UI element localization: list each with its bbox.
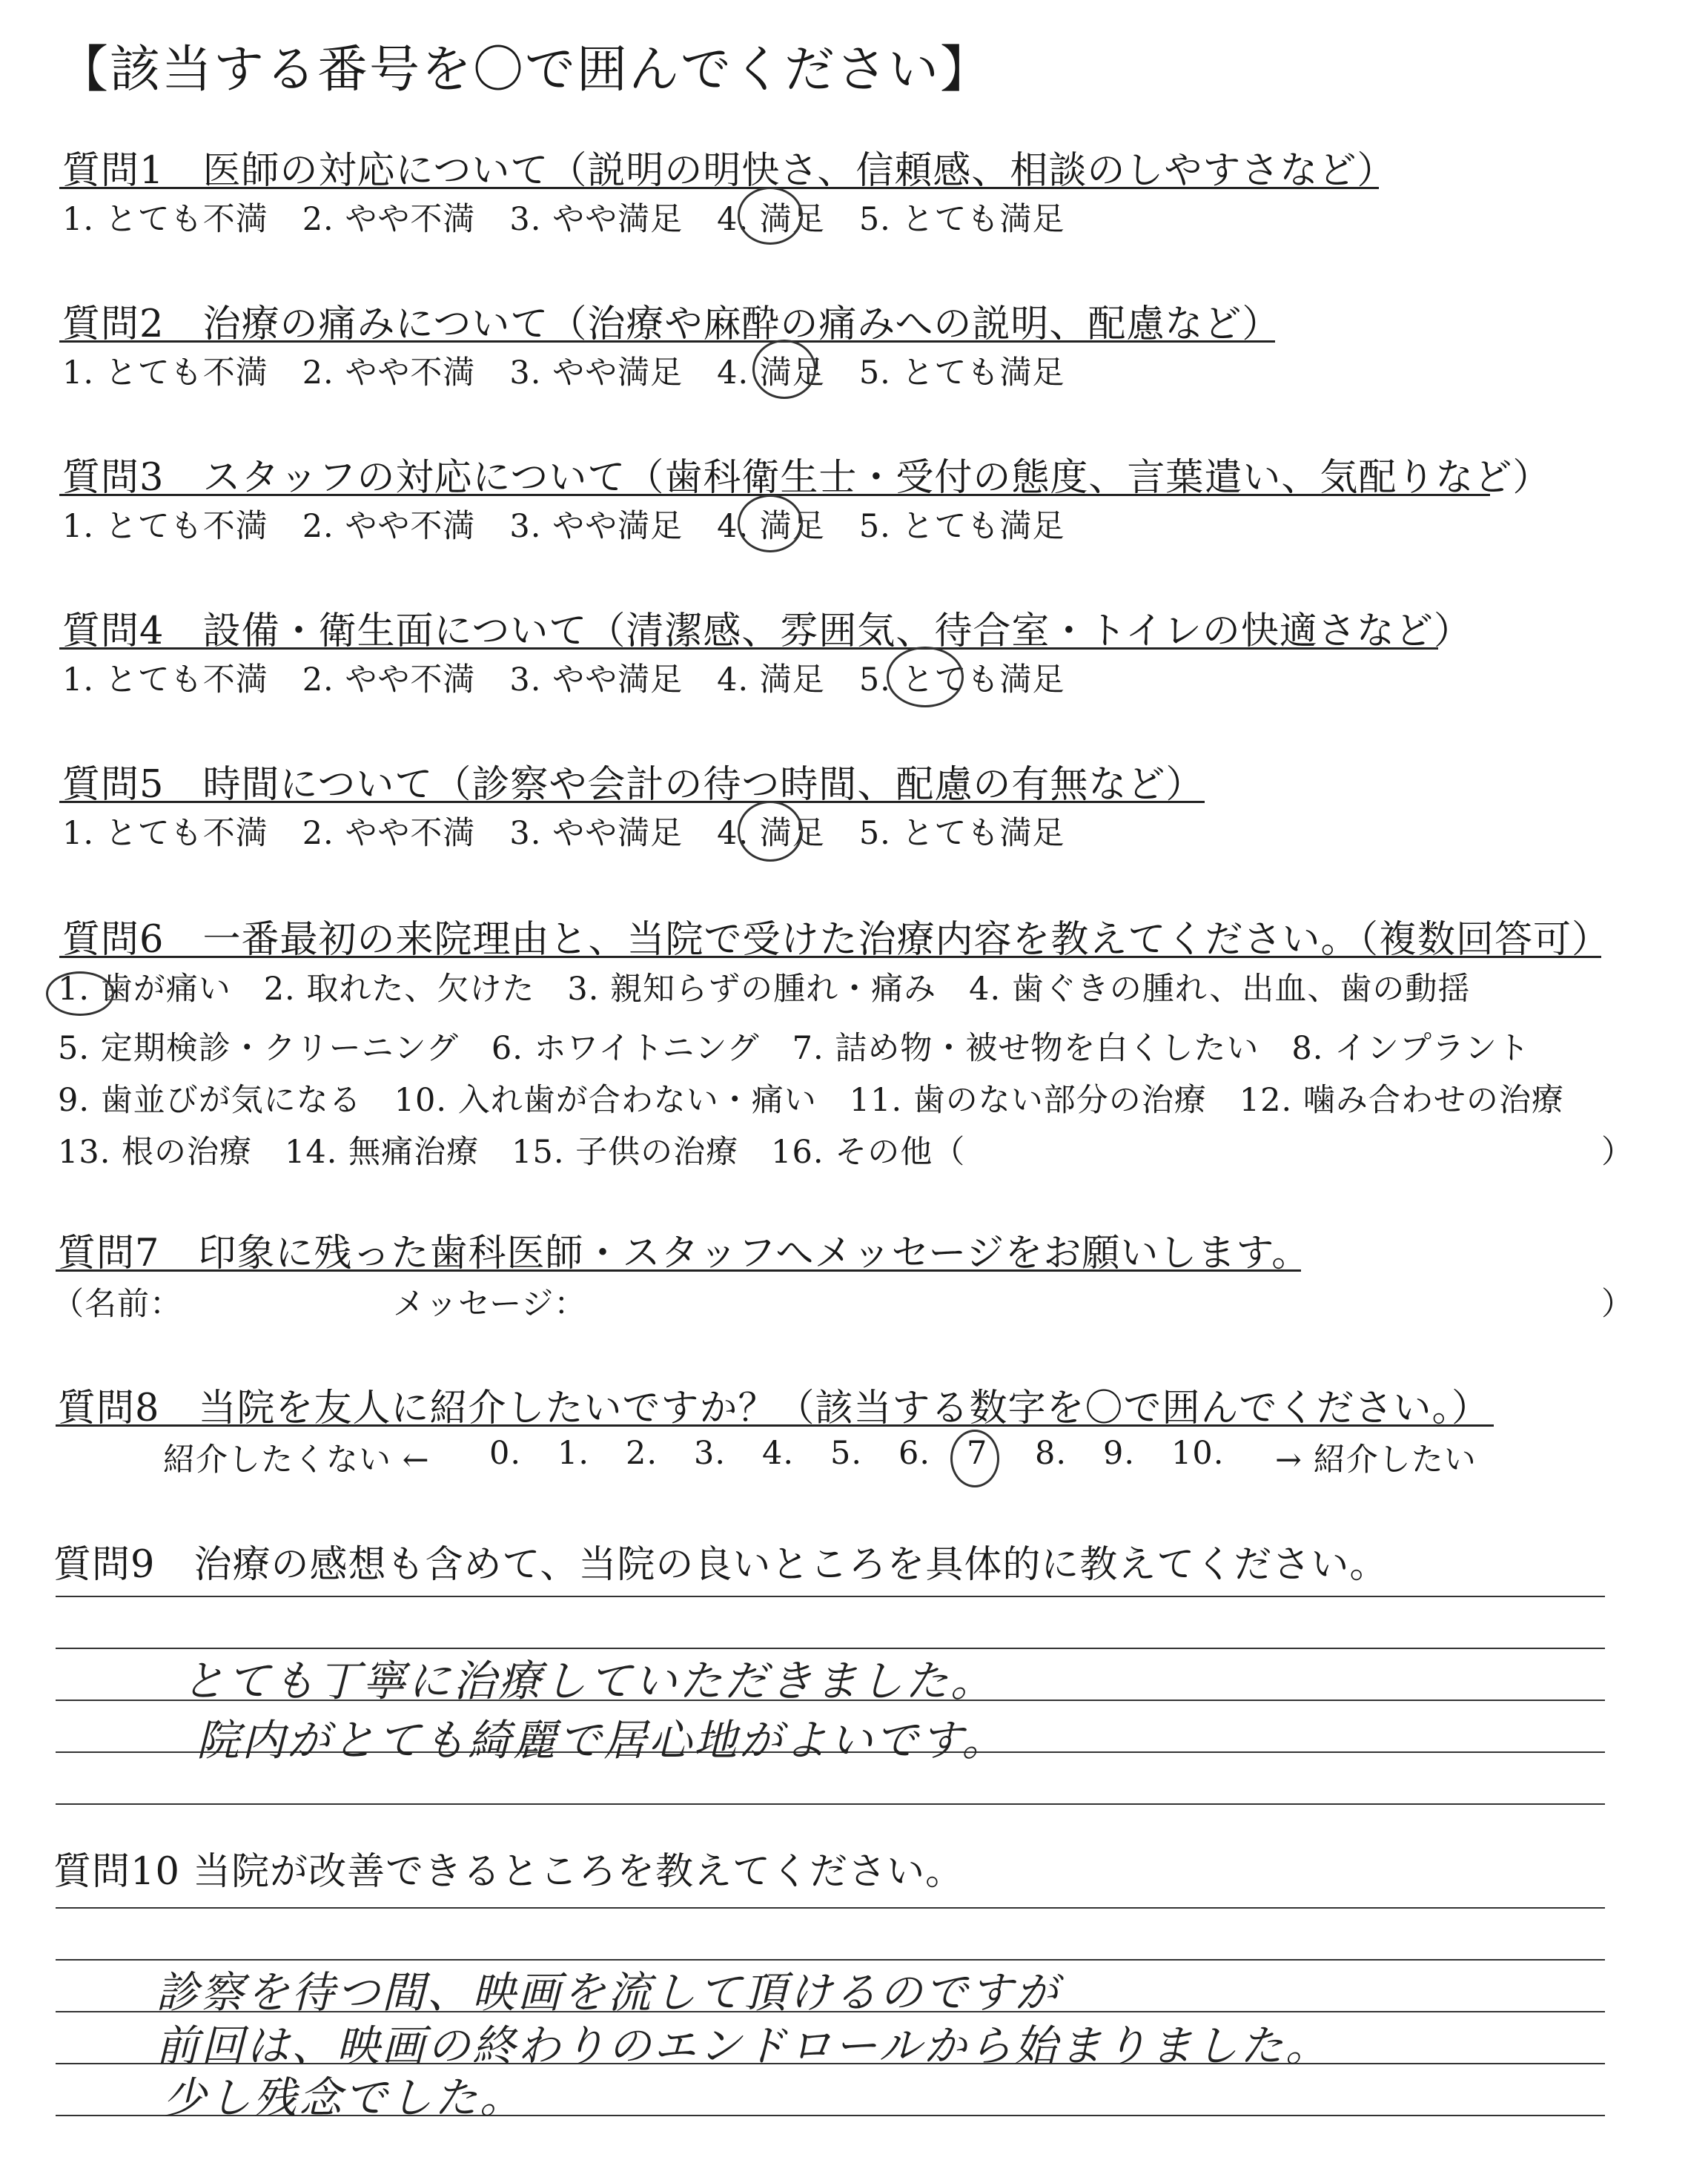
q5-selection-circle — [738, 801, 803, 862]
q1-selection-circle — [738, 187, 803, 245]
q5-option-4[interactable]: 4. 満足 — [717, 815, 825, 852]
q4-option-1[interactable]: 1. とても不満 — [62, 661, 268, 698]
q5-option-2[interactable]: 2. やや不満 — [302, 815, 476, 852]
q3-option-2[interactable]: 2. やや不満 — [302, 508, 476, 545]
q2-options[interactable] — [62, 348, 1099, 393]
q2-option-5[interactable]: 5. とても満足 — [858, 354, 1065, 392]
q1-option-5[interactable]: 5. とても満足 — [858, 201, 1065, 238]
q10-answer-line-1[interactable]: 診察を待つ間、映画を流して頂けるのですが — [156, 1967, 1061, 2018]
q3-options[interactable] — [62, 501, 1099, 546]
q6-row-3[interactable]: 9. 歯並びが気になる 10. 入れ歯が合わない・痛い 11. 歯のない部分の治療 12. 噛み合わせの治療 — [58, 1082, 1564, 1119]
q5-underline — [59, 801, 1205, 803]
q7-underline — [56, 1269, 1301, 1272]
q1-option-1[interactable]: 1. とても不満 — [62, 201, 268, 238]
q6-row-1[interactable]: 1. 歯が痛い 2. 取れた、欠けた 3. 親知らずの腫れ・痛み 4. 歯ぐきの腫れ、出血、歯の動揺 — [58, 971, 1471, 1008]
q4-option-5[interactable]: 5. とても満足 — [858, 661, 1065, 698]
q3-option-1[interactable]: 1. とても不満 — [62, 508, 268, 545]
q2-option-4[interactable]: 4. 満足 — [717, 354, 825, 392]
q8-scale-3[interactable]: 3. — [694, 1435, 726, 1472]
q6-row-4[interactable]: 13. 根の治療 14. 無痛治療 15. 子供の治療 16. その他（ — [58, 1134, 966, 1171]
q8-scale-5[interactable]: 5. — [830, 1435, 863, 1472]
q8-scale-8[interactable]: 8. — [1035, 1435, 1068, 1472]
q5-option-5[interactable]: 5. とても満足 — [858, 815, 1065, 852]
q8-scale[interactable] — [489, 1435, 1253, 1472]
q5-title: 質問5 時間について（診察や会計の待つ時間、配慮の有無など） — [62, 763, 1205, 807]
q8-left-label: 紹介したくない ← — [163, 1441, 430, 1479]
q4-option-2[interactable]: 2. やや不満 — [302, 661, 476, 698]
q8-scale-1[interactable]: 1. — [557, 1435, 590, 1472]
q8-title: 質問8 当院を友人に紹介したいですか？（該当する数字を〇で囲んでください。） — [58, 1387, 1490, 1430]
q1-title: 質問1 医師の対応について（説明の明快さ、信頼感、相談のしやすさなど） — [62, 149, 1396, 193]
q1-option-2[interactable]: 2. やや不満 — [302, 201, 476, 238]
q7-message-label: メッセージ： — [393, 1286, 587, 1323]
q6-close-paren: ） — [1601, 1134, 1634, 1171]
q7-close-paren: ） — [1601, 1286, 1634, 1323]
q2-underline — [59, 340, 1275, 343]
q7-name-label: （名前： — [52, 1286, 182, 1323]
q4-option-3[interactable]: 3. やや満足 — [509, 661, 683, 698]
q2-option-2[interactable]: 2. やや不満 — [302, 354, 476, 392]
q3-selection-circle — [738, 495, 803, 552]
q1-option-4[interactable]: 4. 満足 — [717, 201, 825, 238]
q8-selection-circle — [950, 1430, 999, 1487]
q3-option-4[interactable]: 4. 満足 — [717, 508, 825, 545]
q9-title: 質問9 治療の感想も含めて、当院の良いところを具体的に教えてください。 — [53, 1543, 1388, 1587]
q1-underline — [59, 187, 1379, 189]
q5-option-3[interactable]: 3. やや満足 — [509, 815, 683, 852]
q8-scale-0[interactable]: 0. — [489, 1435, 522, 1472]
q9-answer-line-2[interactable]: 院内がとても綺麗で居心地がよいです。 — [196, 1715, 1007, 1766]
q5-option-1[interactable]: 1. とても不満 — [62, 815, 268, 852]
q4-selection-circle — [887, 647, 964, 707]
q4-title: 質問4 設備・衛生面について（清潔感、雰囲気、待合室・トイレの快適さなど） — [62, 610, 1472, 653]
q10-title: 質問10 当院が改善できるところを教えてください。 — [53, 1850, 964, 1894]
q4-underline — [59, 647, 1438, 650]
q1-option-3[interactable]: 3. やや満足 — [509, 201, 683, 238]
q9-answer-line-1[interactable]: とても丁寧に治療していただきました。 — [182, 1656, 996, 1706]
q8-scale-2[interactable]: 2. — [626, 1435, 658, 1472]
q6-selection-circle — [46, 971, 114, 1016]
q8-scale-10[interactable]: 10. — [1171, 1435, 1225, 1472]
q2-selection-circle — [752, 340, 816, 399]
q6-underline — [59, 956, 1601, 958]
q2-option-3[interactable]: 3. やや満足 — [509, 354, 683, 392]
q8-underline — [56, 1424, 1494, 1427]
q7-title: 質問7 印象に残った歯科医師・スタッフへメッセージをお願いします。 — [58, 1232, 1311, 1275]
q5-options[interactable] — [62, 808, 1099, 853]
q10-line-1 — [56, 1907, 1605, 1909]
q10-answer-line-3[interactable]: 少し残念でした。 — [163, 2073, 526, 2123]
q9-line-1 — [56, 1596, 1605, 1597]
form-header: 【該当する番号を〇で囲んでください】 — [58, 41, 993, 99]
q3-title: 質問3 スタッフの対応について（歯科衛生士・受付の態度、言葉遣い、気配りなど） — [62, 456, 1552, 500]
q8-scale-6[interactable]: 6. — [898, 1435, 931, 1472]
q8-scale-7[interactable]: 7 — [967, 1435, 988, 1472]
q3-option-5[interactable]: 5. とても満足 — [858, 508, 1065, 545]
q4-option-4[interactable]: 4. 満足 — [717, 661, 825, 698]
q9-line-5 — [56, 1803, 1605, 1805]
q10-answer-line-2[interactable]: 前回は、映画の終わりのエンドロールから始まりました。 — [156, 2021, 1331, 2071]
q1-options[interactable] — [62, 194, 1099, 240]
q3-option-3[interactable]: 3. やや満足 — [509, 508, 683, 545]
q2-title: 質問2 治療の痛みについて（治療や麻酔の痛みへの説明、配慮など） — [62, 303, 1281, 346]
q2-option-1[interactable]: 1. とても不満 — [62, 354, 268, 392]
q8-scale-4[interactable]: 4. — [762, 1435, 795, 1472]
q8-scale-9[interactable]: 9. — [1103, 1435, 1136, 1472]
q8-right-label: → 紹介したい — [1275, 1441, 1477, 1479]
q6-title: 質問6 一番最初の来院理由と、当院で受けた治療内容を教えてください。（複数回答可） — [62, 918, 1610, 962]
q6-row-2[interactable]: 5. 定期検診・クリーニング 6. ホワイトニング 7. 詰め物・被せ物を白くしたい 8. インプラント — [58, 1030, 1531, 1067]
